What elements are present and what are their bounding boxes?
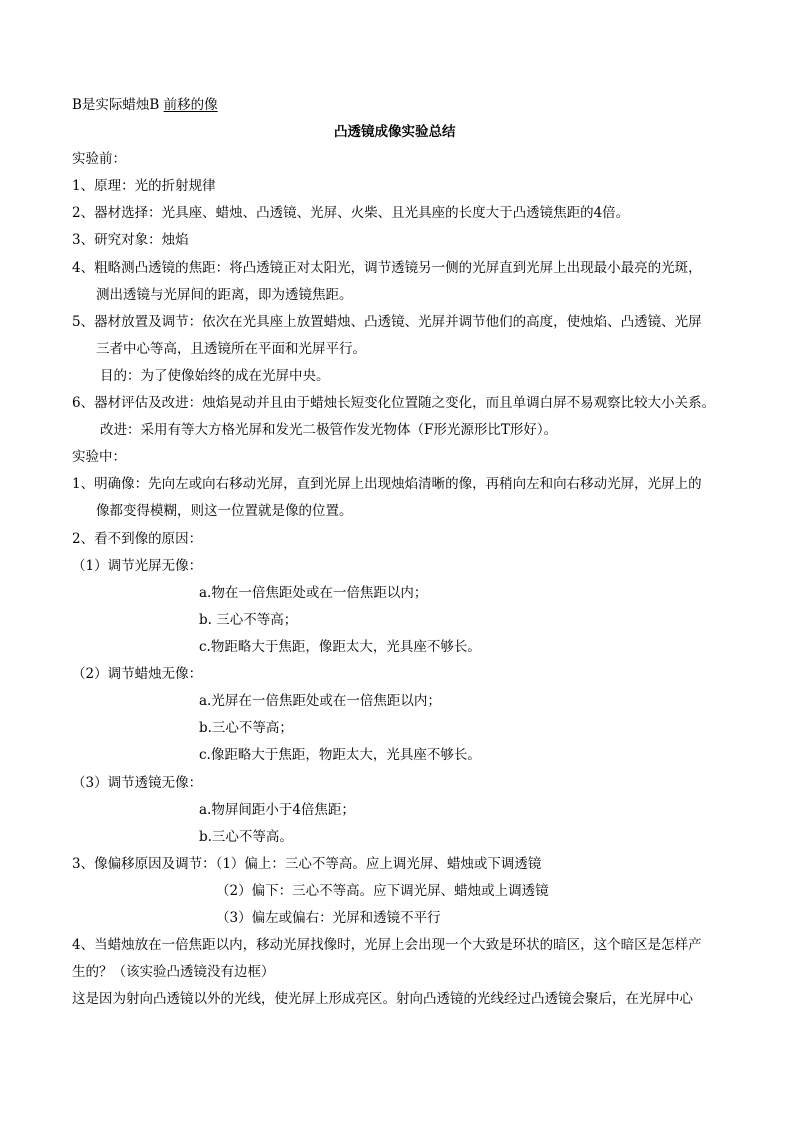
top-line: [72, 99, 218, 113]
sub3-heading: （3）调节透镜无像：: [72, 775, 203, 791]
before-item-1: 1、原理：光的折射规律: [72, 178, 216, 194]
before-item-5-line-1: 5、器材放置及调节：依次在光具座上放置蜡烛、凸透镜、光屏并调节他们的高度，使烛焰、凸透镜、光屏: [72, 314, 702, 330]
during-item-3-line-3: （3）偏左或偏右：光屏和透镜不平行: [216, 910, 441, 926]
during-item-3-line-1: 3、像偏移原因及调节：（1）偏上：三心不等高。应上调光屏、蜡烛或下调透镜: [72, 856, 542, 872]
before-item-4-line-1: 4、粗略测凸透镜的焦距：将凸透镜正对太阳光，调节透镜另一侧的光屏直到光屏上出现最小最亮的光斑，: [72, 260, 702, 276]
during-item-2: 2、看不到像的原因：: [72, 531, 203, 547]
section-during-heading: 实验中：: [72, 449, 126, 465]
top-line-prefix: B是实际蜡烛B: [72, 97, 164, 113]
before-item-4-line-2: 测出透镜与光屏间的距离，即为透镜焦距。: [96, 287, 353, 303]
before-item-2: 2、器材选择：光具座、蜡烛、凸透镜、光屏、火柴、且光具座的长度大于凸透镜焦距的4倍。: [72, 205, 630, 221]
during-item-1-line-2: 像都变得模糊，则这一位置就是像的位置。: [96, 503, 353, 519]
top-line-underlined: 前移的像: [163, 97, 218, 113]
sub1-b: b. 三心不等高；: [199, 612, 298, 628]
during-item-3-line-2: （2）偏下：三心不等高。应下调光屏、蜡烛或上调透镜: [216, 883, 549, 899]
sub2-heading: （2）调节蜡烛无像：: [72, 666, 203, 682]
before-item-5-purpose: 目的：为了使像始终的成在光屏中央。: [100, 368, 330, 384]
sub2-b: b.三心不等高；: [199, 720, 293, 736]
answer-line-1: 这是因为射向凸透镜以外的光线，使光屏上形成亮区。射向凸透镜的光线经过凸透镜会聚后，在光屏中心: [72, 991, 693, 1007]
sub3-a: a.物屏间距小于4倍焦距；: [199, 802, 355, 818]
sub2-a: a.光屏在一倍焦距处或在一倍焦距以内；: [199, 693, 441, 709]
before-item-6-improve: 改进：采用有等大方格光屏和发光二极管作发光物体（F形光源形比T形好）。: [100, 422, 558, 438]
sub1-heading: （1）调节光屏无像：: [72, 558, 203, 574]
sub1-a: a.物在一倍焦距处或在一倍焦距以内；: [199, 585, 428, 601]
before-item-5-line-2: 三者中心等高，且透镜所在平面和光屏平行。: [96, 341, 366, 357]
sub3-b: b.三心不等高。: [199, 829, 293, 845]
during-item-4-line-1: 4、当蜡烛放在一倍焦距以内，移动光屏找像时，光屏上会出现一个大致是环状的暗区，这个暗区是怎样产: [72, 937, 702, 953]
before-item-6: 6、器材评估及改进：烛焰晃动并且由于蜡烛长短变化位置随之变化，而且单调白屏不易观察比较大小关系。: [72, 395, 716, 411]
section-before-heading: 实验前：: [72, 151, 126, 167]
during-item-4-line-2: 生的？（该实验凸透镜没有边框）: [72, 964, 275, 980]
page-title: 凸透镜成像实验总结: [334, 124, 456, 140]
sub1-c: c.物距略大于焦距，像距太大，光具座不够长。: [199, 639, 481, 655]
sub2-c: c.像距略大于焦距，物距太大，光具座不够长。: [199, 747, 481, 763]
during-item-1-line-1: 1、明确像：先向左或向右移动光屏，直到光屏上出现烛焰清晰的像，再稍向左和向右移动光屏，光屏上的: [72, 476, 702, 492]
before-item-3: 3、研究对象：烛焰: [72, 232, 189, 248]
